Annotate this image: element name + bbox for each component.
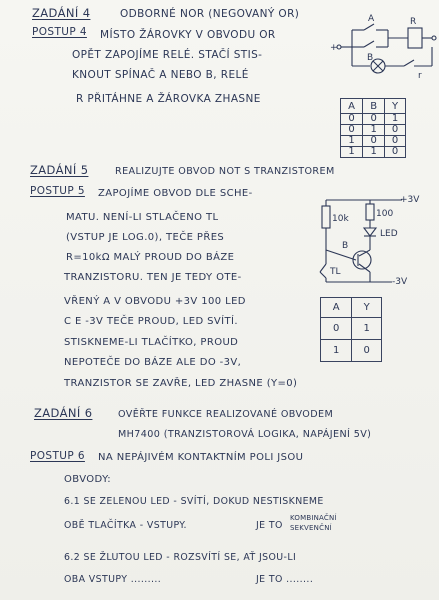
not-transistor-circuit [312,188,427,288]
circuit5-v-plus: +3V [400,195,420,205]
table-cell: 0 [385,147,406,158]
table-row [321,318,382,340]
item61-is-it: JE TO [256,520,283,531]
postup5-line8: STISKNEME-LI TLAČÍTKO, PROUD [64,337,239,348]
postup4-line3: KNOUT SPÍNAČ A NEBO B, RELÉ [72,69,249,81]
item61-note-combinational: KOMBINAČNÍ [290,514,337,522]
table-cell: 1 [363,147,385,158]
item61-line1: 6.1 SE ZELENOU LED - SVÍTÍ, DOKUD NESTISKNEME [64,496,324,507]
postup4-label: POSTUP 4 [32,26,87,38]
postup4-line1: MÍSTO ŽÁROVKY V OBVODU OR [100,29,276,41]
zadani6-heading-text: OVĚŘTE FUNKCE REALIZOVANÉ OBVODEM [118,409,334,420]
postup6-line1: NA NEPÁJIVÉM KONTAKTNÍM POLI JSOU [98,452,304,463]
postup4-line4: R PŘITÁHNE A ŽÁROVKA ZHASNE [76,93,261,105]
truth-table-nor [340,98,406,158]
circuit5-v-minus: -3V [392,277,408,287]
table-cell: 1 [363,125,385,136]
item62-line2: OBA VSTUPY ......... [64,574,162,585]
table-cell: 1 [352,318,382,340]
circuit4-a: A [368,14,375,24]
circuit4-plus: + [330,43,338,53]
truth-table-not-header [321,298,382,318]
item61-note-sequential: SEKVENČNÍ [290,524,332,532]
table-cell: 1 [385,114,406,125]
table-cell: 0 [385,136,406,147]
table-cell: 0 [385,125,406,136]
zadani5-heading: ZADÁNÍ 5 [30,163,89,177]
item61-line2: OBĚ TLAČÍTKA - VSTUPY. [64,520,187,531]
circuit4-b: B [367,53,374,63]
postup5-line5: TRANZISTORU. TEN JE TEDY OTE- [64,272,242,283]
table-row [321,340,382,362]
circuit5-b: B [342,241,349,251]
truth-table-nor-header [341,99,406,114]
postup6-line2: OBVODY: [64,474,112,485]
postup5-line3: (VSTUP JE LOG.0), TEČE PŘES [66,232,225,243]
table-row [341,114,406,125]
circuit5-r1: 10k [332,214,349,224]
table-row [341,125,406,136]
circuit5-led: LED [380,229,398,239]
postup5-label: POSTUP 5 [30,185,85,197]
item62-is-it: JE TO ........ [256,574,314,585]
table-cell: 1 [321,340,352,362]
table-header: Y [385,99,406,114]
postup5-line7: C E -3V TEČE PROUD, LED SVÍTÍ. [64,316,238,327]
table-header: B [363,99,385,114]
postup5-line10: TRANZISTOR SE ZAVŘE, LED ZHASNE (Y=0) [64,378,298,389]
zadani6-heading: ZADÁNÍ 6 [34,406,93,420]
table-cell: 0 [352,340,382,362]
postup4-line2: OPĚT ZAPOJÍME RELÉ. STAČÍ STIS- [72,49,263,61]
postup5-line4: R=10kΩ MALÝ PROUD DO BÁZE [66,252,235,263]
table-cell: 0 [321,318,352,340]
table-header: A [341,99,363,114]
circuit5-tl: TL [330,267,341,277]
zadani4-heading: ZADÁNÍ 4 [32,6,91,20]
postup5-line6: VŘENÝ A V OBVODU +3V 100 LED [64,296,246,307]
zadani5-heading-text: REALIZUJTE OBVOD NOT S TRANZISTOREM [115,166,335,177]
circuit4-r: R [410,17,417,27]
table-row [341,136,406,147]
table-cell: 0 [363,136,385,147]
circuit5-r2: 100 [376,209,394,219]
table-row [341,147,406,158]
table-header: Y [352,298,382,318]
postup6-label: POSTUP 6 [30,450,85,462]
zadani6-mh-line: MH7400 (TRANZISTOROVÁ LOGIKA, NAPÁJENÍ 5V) [118,429,372,440]
table-cell: 0 [341,125,363,136]
table-cell: 1 [341,147,363,158]
table-header: A [321,298,352,318]
nor-relay-circuit [330,10,438,90]
table-cell: 1 [341,136,363,147]
postup5-line9: NEPOTEČE DO BÁZE ALE DO -3V, [64,357,242,368]
postup5-line2: MATU. NENÍ-LI STLAČENO TL [66,212,219,223]
postup5-line1: ZAPOJÍME OBVOD DLE SCHE- [98,188,253,199]
zadani4-heading-text: ODBORNÉ NOR (NEGOVANÝ OR) [120,8,300,20]
item62-line1: 6.2 SE ŽLUTOU LED - ROZSVÍTÍ SE, AŤ JSOU-LI [64,552,297,563]
truth-table-not [320,297,382,362]
table-cell: 0 [363,114,385,125]
table-cell: 0 [341,114,363,125]
circuit4-r-lower: r [418,71,422,81]
